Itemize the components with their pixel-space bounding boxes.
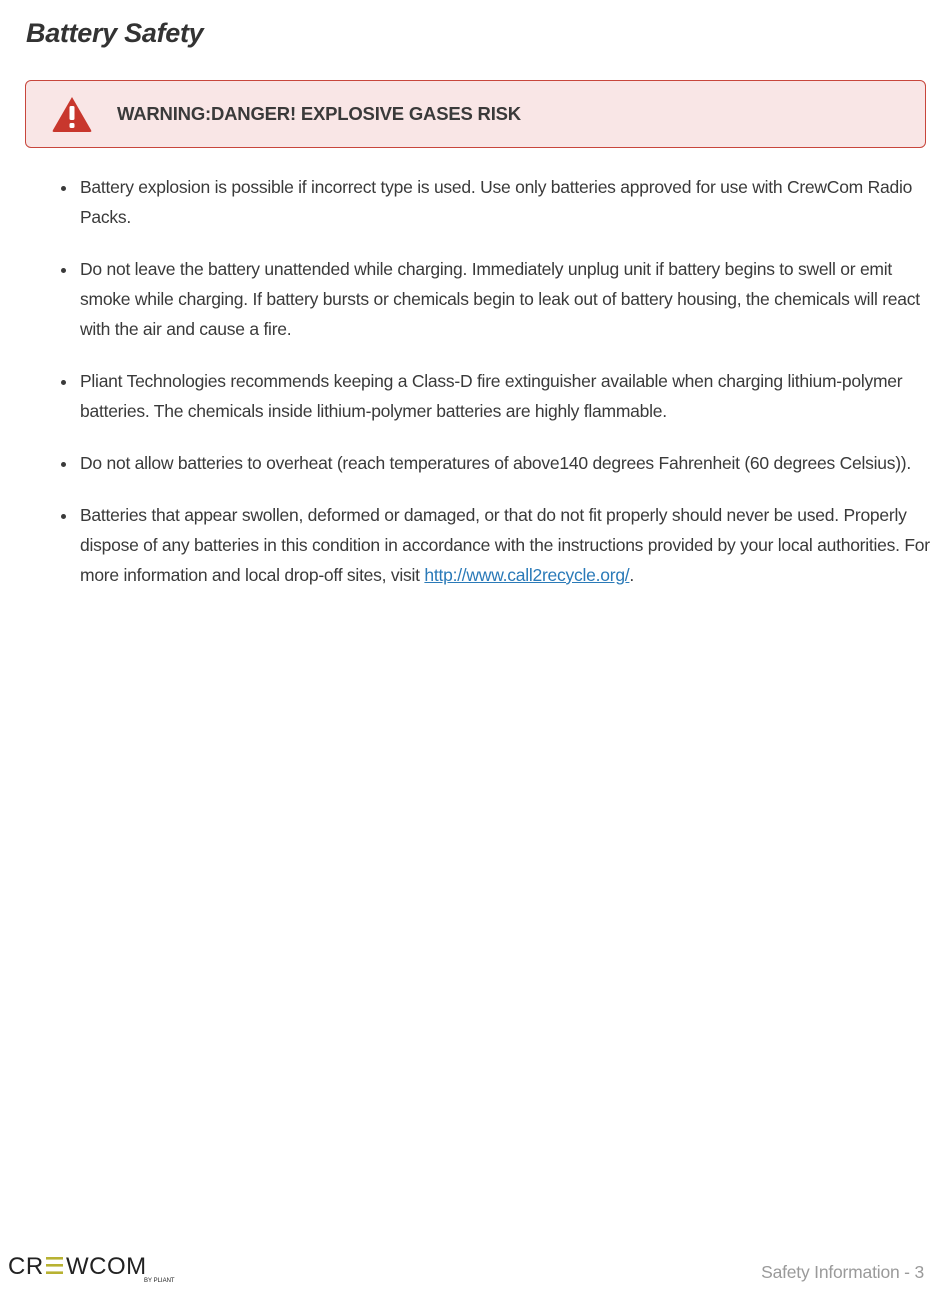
logo-text-right: WCOM xyxy=(66,1254,147,1280)
list-item-text-end: . xyxy=(629,565,635,585)
list-item: Do not leave the battery unattended while charging. Immediately unplug unit if battery begins to swell or emit smoke while charging. If battery bursts or chemicals begin to leak out of battery housing, the chemicals will react with the air and cause a fire. xyxy=(80,254,930,344)
list-item: Do not allow batteries to overheat (reach temperatures of above140 degrees Fahrenheit (60 degrees Celsius)). xyxy=(80,448,930,478)
logo-text-left: CR xyxy=(8,1254,44,1280)
warning-callout xyxy=(25,80,926,148)
warning-text: WARNING:DANGER! EXPLOSIVE GASES RISK xyxy=(117,103,521,124)
warning-triangle-icon xyxy=(51,95,93,133)
page-number-label: Safety Information - 3 xyxy=(761,1262,924,1282)
list-item: Battery explosion is possible if incorrect type is used. Use only batteries approved for use with CrewCom Radio Packs. xyxy=(80,172,930,232)
logo-accent-e xyxy=(46,1257,63,1274)
list-item xyxy=(80,500,930,590)
logo-tagline: BY PLIANT xyxy=(144,1278,175,1284)
list-item-text: Batteries that appear swollen, deformed or damaged, or that do not fit properly should never be used. Properly dispose of any batteries in this condition in accordance with the instructions provided by your local authorities. For more information and local drop-off sites, visit xyxy=(80,505,930,585)
page-title: Battery Safety xyxy=(26,18,204,48)
call2recycle-link[interactable]: http://www.call2recycle.org/ xyxy=(424,565,630,585)
battery-safety-list xyxy=(80,172,930,612)
list-item: Pliant Technologies recommends keeping a Class-D fire extinguisher available when charging lithium-polymer batteries. The chemicals inside lithium-polymer batteries are highly flammable. xyxy=(80,366,930,426)
crewcom-logo xyxy=(8,1254,190,1284)
